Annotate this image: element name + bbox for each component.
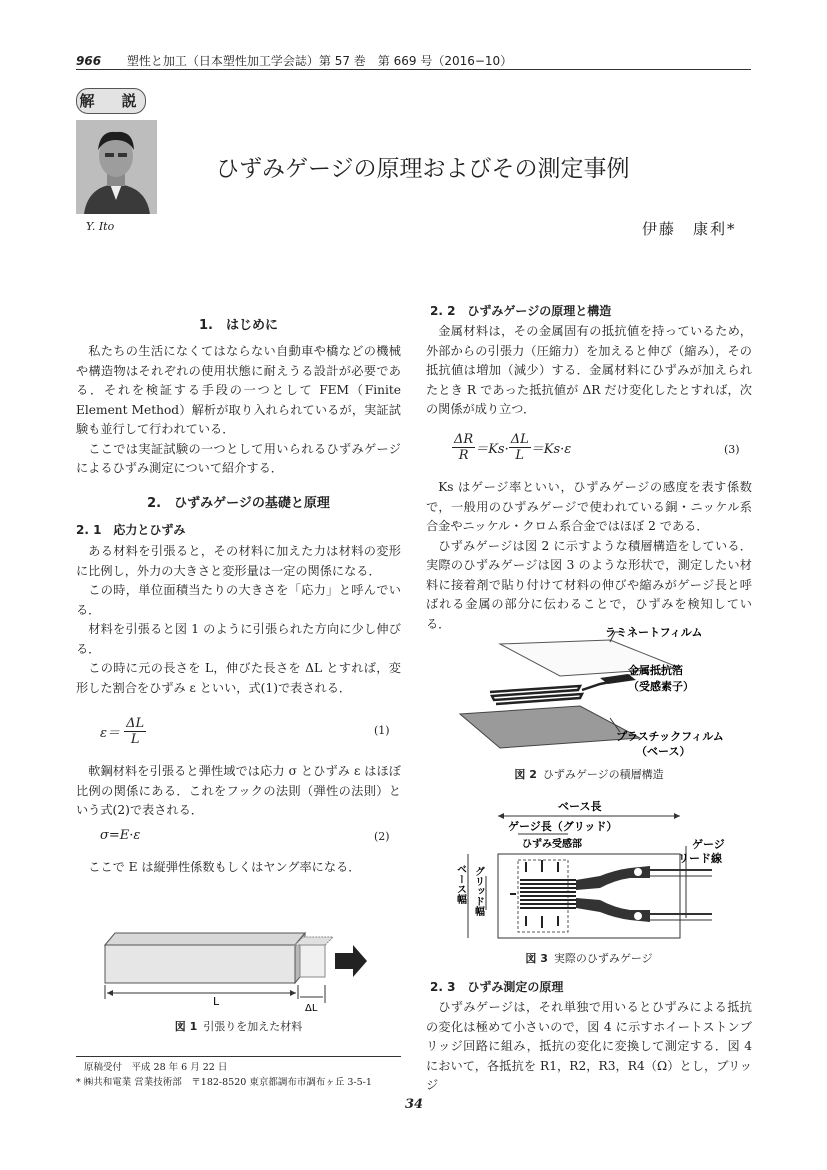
section-2-1-heading: 2. 1 応力とひずみ [76, 523, 186, 537]
figure-3-lead-label-1: ゲージ [692, 838, 725, 851]
eq3-numerator-2: ΔL [510, 432, 529, 447]
eq1-numerator: ΔL [126, 716, 145, 731]
section-2-1-body [76, 542, 401, 698]
figure-2-foil-label-1: 金属抵抗箔 [628, 664, 683, 677]
paragraph: この時，単位面積当たりの大きさを「応力」と呼んでいる． [76, 583, 401, 617]
figure-2-foil [490, 680, 620, 704]
eq3-middle: ＝Ks· [475, 442, 509, 457]
section-2-1-body-cont [76, 762, 401, 821]
equation-1 [100, 716, 146, 747]
section-1-body [76, 342, 401, 479]
eq3-denominator-2: L [515, 448, 525, 463]
paragraph: 金属材料は，その金属固有の抵抗値を持っているため，外部からの引張力（圧縮力）を加えると伸び（縮み），その抵抗値は増加（減少）する．金属材料にひずみが加えられたとき R であった抵抗値が ΔR だけ変化したとすれば，次の関係が成り立つ． [426, 324, 752, 416]
equation-2: σ=E·ε [100, 828, 141, 843]
footnote-rule [76, 1056, 401, 1057]
figure-2-diagram [440, 622, 740, 762]
article-title: ひずみゲージの原理およびその測定事例 [216, 156, 630, 182]
eq1-lhs: ε＝ [100, 726, 120, 741]
figure-3-grid-width-label: グリッド幅 [472, 866, 484, 916]
paragraph: この時に元の長さを L，伸びた長さを ΔL とすれば，変形した割合をひずみ ε といい，式(1)で表される． [76, 661, 401, 695]
figure-3-caption-number: 図 3 [525, 952, 548, 965]
figure-3-base-length-label: ベース長 [558, 800, 602, 813]
section-2-3-body [426, 998, 752, 1096]
article-type-badge: 解 説 [76, 88, 146, 114]
figure-2-caption-text: ひずみゲージの積層構造 [542, 768, 664, 781]
figure-1-diagram [95, 925, 385, 1015]
eq3-tail: ＝Ks·ε [530, 442, 572, 457]
figure-2-plastic-label-2: （ベース） [636, 745, 691, 758]
author-photo [76, 120, 157, 214]
figure-3-caption-text: 実際のひずみゲージ [553, 952, 653, 965]
page-number: 34 [405, 1097, 424, 1112]
figure-1-caption [76, 1018, 401, 1034]
eq3-numerator-1: ΔR [454, 432, 474, 447]
figure-2-foil-label-2: （受感素子） [628, 680, 694, 693]
header-rule [76, 69, 751, 70]
figure-1-caption-text: 引張りを加えた材料 [203, 1020, 303, 1033]
section-2-heading: 2. ひずみゲージの基礎と原理 [147, 496, 330, 511]
figure-3-diagram [450, 798, 750, 948]
paragraph: ここでは実証試験の一つとして用いられるひずみゲージによるひずみ測定について紹介する． [76, 441, 401, 475]
figure-3-lead-label-2: リード線 [678, 852, 722, 865]
running-header [76, 52, 512, 69]
paragraph: ひずみゲージは，それ単独で用いるとひずみによる抵抗の変化は極めて小さいので，図 4 に示すホイートストンブリッジ回路に組み，抵抗の変化に変換して測定する．図 4 において，各抵抗を R1，R2，R3，R4（Ω）とし，ブリッジ [426, 1000, 752, 1092]
figure-2-caption [426, 766, 752, 782]
figure-2-laminate-label: ラミネートフィルム [605, 626, 703, 639]
figure-2-caption-number: 図 2 [514, 768, 537, 781]
equation-1-number: (1) [374, 724, 390, 737]
paragraph: 軟鋼材料を引張ると弾性域では応力 σ とひずみ ε はほぼ比例の関係にある．これをフックの法則（弾性の法則）という式(2)で表される． [76, 764, 401, 817]
header-page-number: 966 [76, 54, 102, 68]
figure-1-L-label: L [213, 995, 220, 1008]
eq3-denominator-1: R [458, 448, 469, 463]
footnote-affiliation: * ㈱共和電業 営業技術部 〒182-8520 東京都調布市調布ヶ丘 3-5-1 [76, 1077, 372, 1088]
section-2-2-body [426, 322, 752, 420]
equation-3 [452, 432, 571, 463]
equation-3-number: (3) [724, 443, 740, 456]
paragraph: 材料を引張ると図 1 のように引張られた方向に少し伸びる． [76, 622, 401, 656]
figure-3-base-width-label: ベース幅 [454, 864, 466, 904]
figure-2-plastic-label-1: プラスチックフィルム [616, 730, 724, 743]
paragraph: ここで E は縦弾性係数もしくはヤング率になる． [88, 860, 361, 874]
section-2-2-body-cont [426, 478, 752, 634]
eq1-denominator: L [130, 732, 140, 747]
paragraph: ひずみゲージは図 2 に示すような積層構造をしている．実際のひずみゲージは図 3 のような形状で，測定したい材料に接着剤で貼り付けて材料の伸びや縮みがゲージ長と呼ばれる金属の部分に伝わることで，ひずみを検知している． [426, 538, 752, 631]
figure-1-dL-label: ΔL [305, 1003, 318, 1014]
figure-3-caption [426, 950, 752, 966]
section-2-1-body-end [76, 858, 401, 878]
author-photo-caption: Y. Ito [86, 220, 115, 233]
equation-2-number: (2) [374, 830, 390, 843]
paragraph: ある材料を引張ると，その材料に加えた力は材料の変形に比例し，外力の大きさと変形量は一定の関係になる． [76, 544, 401, 578]
figure-1-caption-number: 図 1 [174, 1020, 198, 1033]
figure-3-gauge-length-label: ゲージ長（グリッド） [508, 820, 618, 833]
section-2-2-heading: 2. 2 ひずみゲージの原理と構造 [430, 304, 612, 318]
footnote-received: 原稿受付 平成 28 年 6 月 22 日 [84, 1062, 228, 1073]
section-2-3-heading: 2. 3 ひずみ測定の原理 [430, 980, 564, 994]
section-1-heading: 1. はじめに [199, 318, 278, 333]
figure-3-sensing-label: ひずみ受感部 [522, 839, 582, 850]
paragraph: 私たちの生活になくてはならない自動車や橋などの機械や構造物はそれぞれの使用状態に耐えうる設計が必要である．それを検証する手段の一つとして FEM（Finite Element Method）解析が取り入れられているが，実証試験も並行して行われている． [76, 344, 401, 436]
article-author: 伊藤 康利* [642, 220, 737, 238]
header-journal: 塑性と加工（日本塑性加工学会誌）第 57 巻 第 669 号（2016−10） [126, 54, 513, 68]
paragraph: Ks はゲージ率といい，ひずみゲージの感度を表す係数で，一般用のひずみゲージで使われている銅・ニッケル系合金やニッケル・クロム系合金ではほぼ 2 である． [426, 480, 752, 533]
